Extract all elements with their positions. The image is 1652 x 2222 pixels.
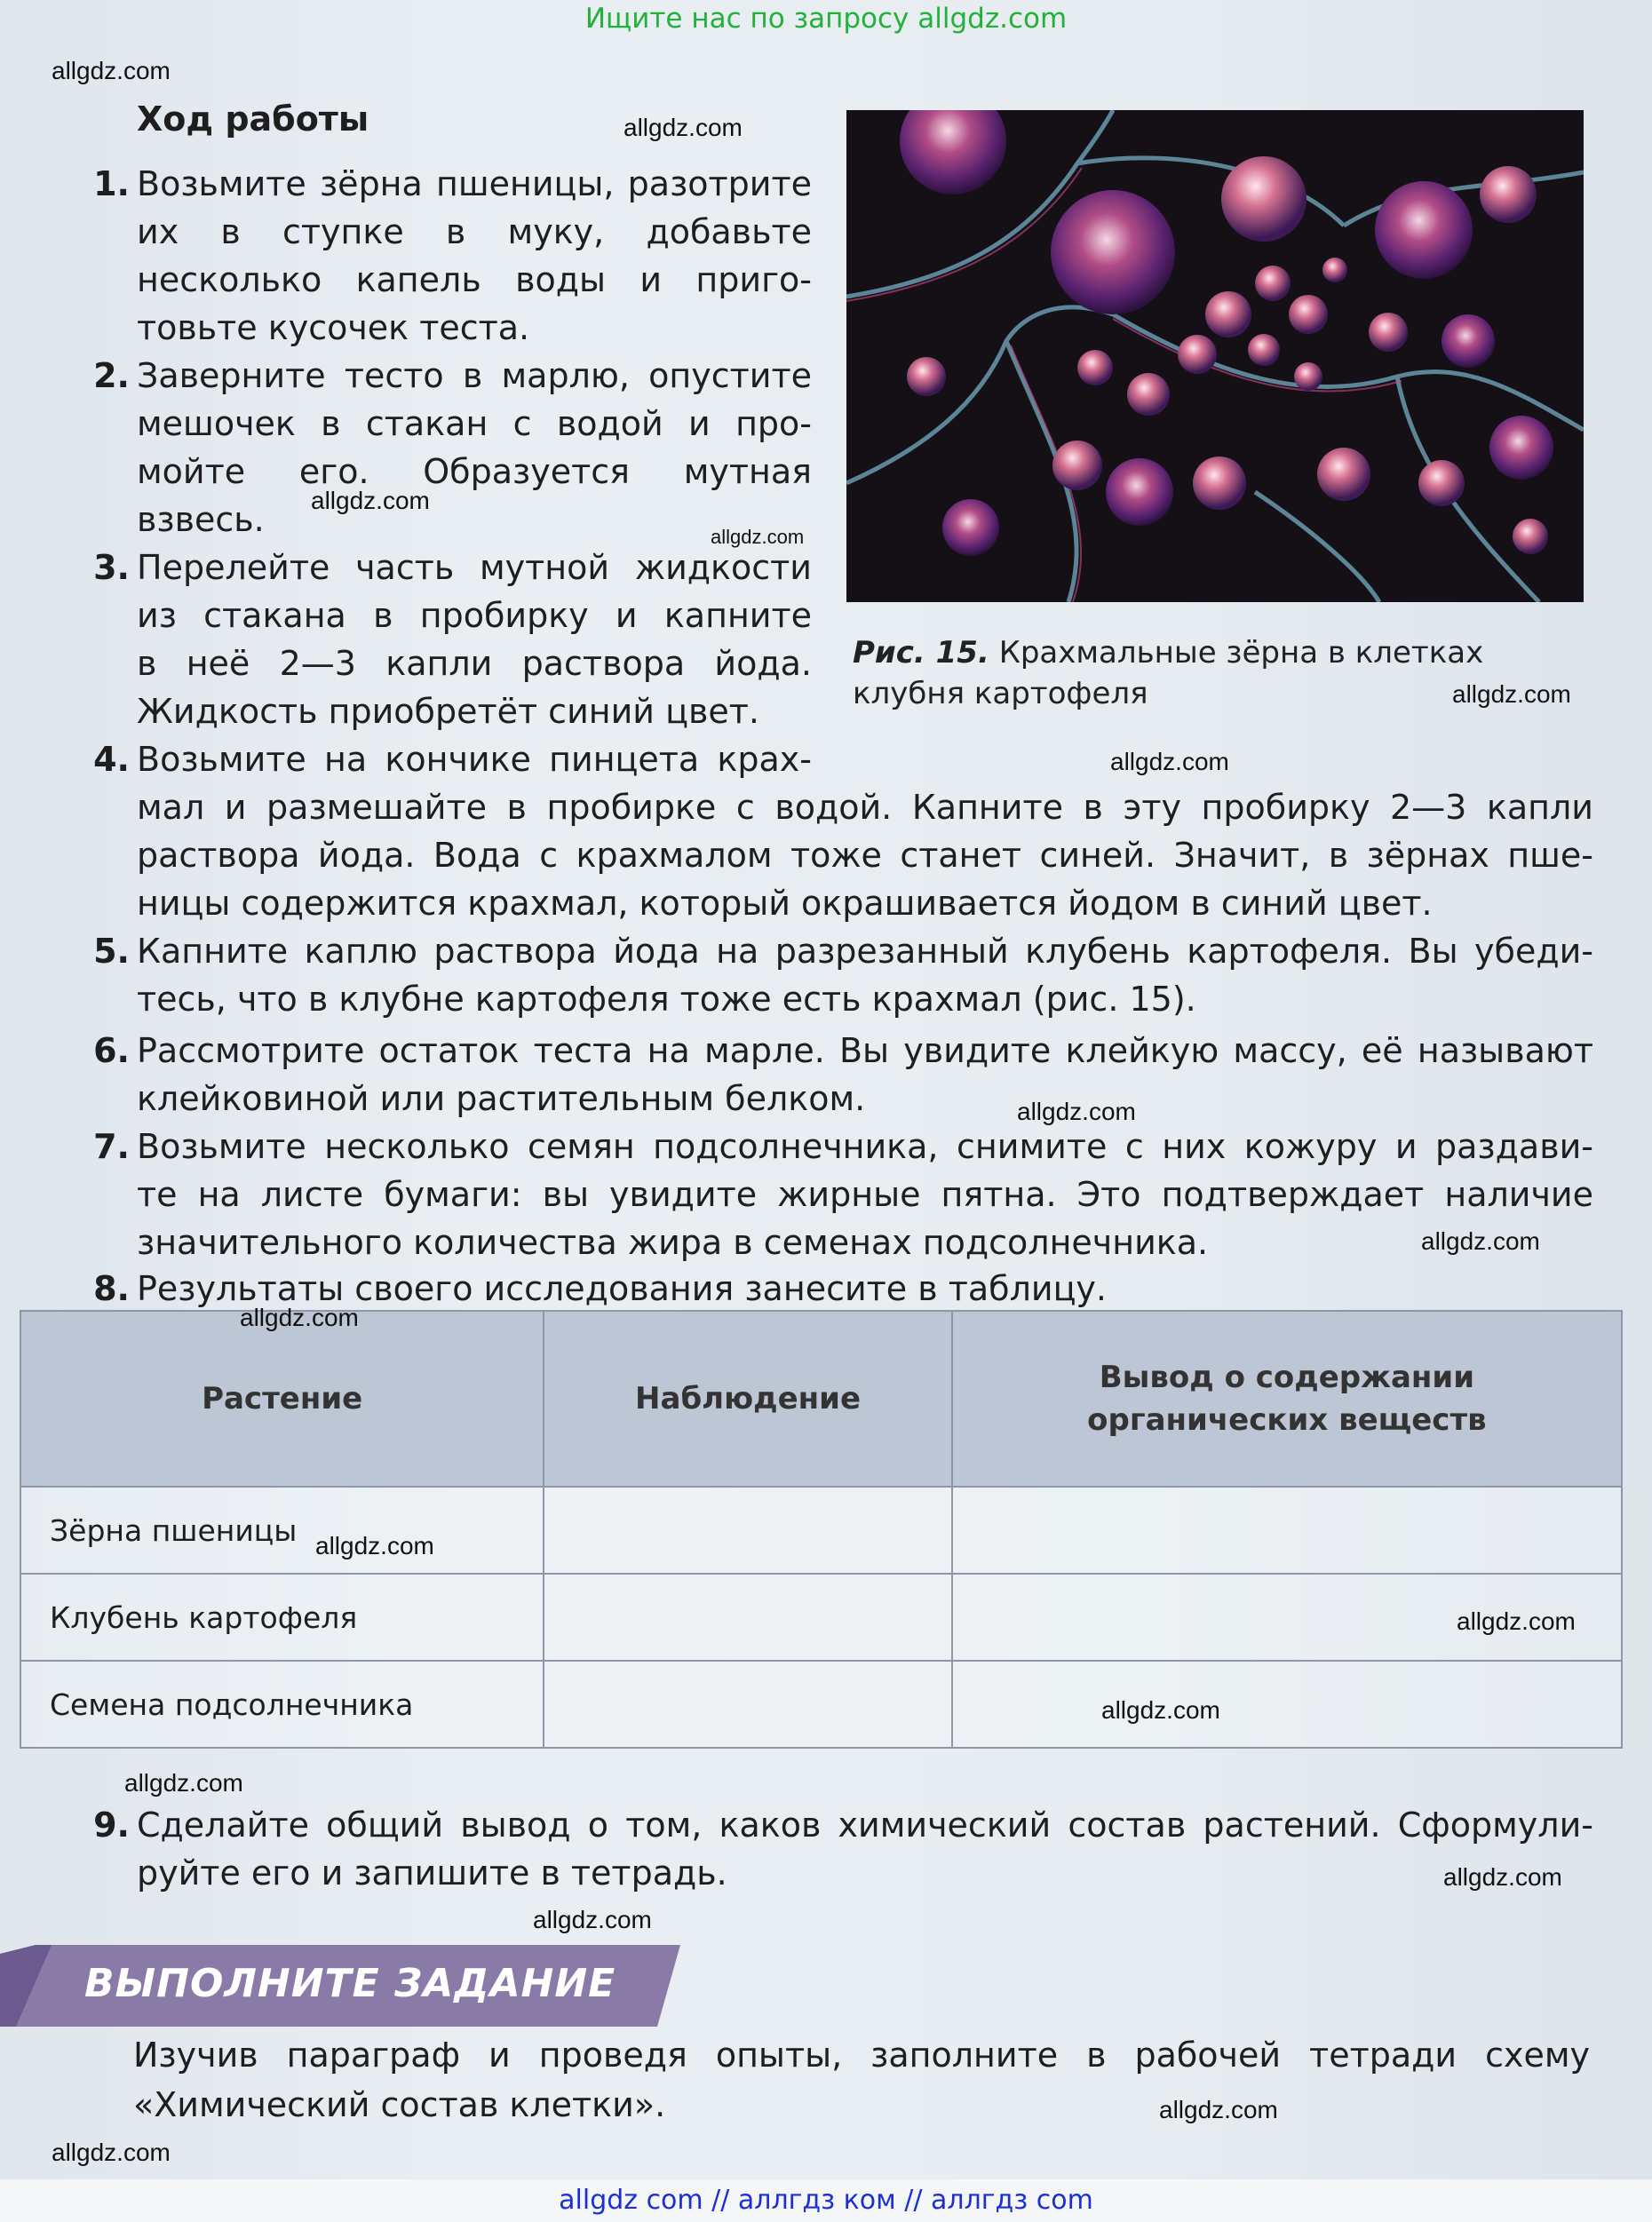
watermark: allgdz.com <box>240 1304 359 1331</box>
step-line: взвесь. <box>137 500 265 539</box>
watermark: allgdz.com <box>1443 1863 1562 1891</box>
step-line: несколько капель воды и приго- <box>137 260 812 299</box>
step-line: мешочек в стакан с водой и про- <box>137 404 812 443</box>
starch-grains-illustration <box>846 110 1584 602</box>
step-line: мойте его. Образуется мутная <box>137 452 812 491</box>
observation-table <box>20 1310 1623 1749</box>
step-line: Результаты своего исследования занесите в таблицу. <box>137 1269 1107 1308</box>
step-line: Возьмите несколько семян подсолнечника, снимите с них кожуру и раздави- <box>137 1127 1593 1166</box>
figure-label: Рис. 15. <box>853 635 989 671</box>
table-row <box>20 1487 1622 1574</box>
section-heading: Ход работы <box>137 99 369 139</box>
step-line: клейковиной или растительным белком. <box>137 1079 866 1118</box>
step-line: Сделайте общий вывод о том, каков химический состав растений. Сформули- <box>137 1805 1593 1845</box>
table-header-row <box>20 1311 1622 1487</box>
watermark: allgdz.com <box>1457 1607 1576 1635</box>
step-number: 5. <box>93 932 130 971</box>
column-header-observation: Наблюдение <box>544 1311 952 1487</box>
step-line: раствора йода. Вода с крахмалом тоже станет синей. Значит, в зёрнах пше- <box>137 836 1593 875</box>
watermark: allgdz.com <box>311 487 430 514</box>
step-number: 6. <box>93 1031 130 1070</box>
watermark: allgdz.com <box>315 1532 434 1559</box>
figure-caption-line-1: Крахмальные зёрна в клетках <box>989 635 1484 671</box>
watermark: allgdz.com <box>711 526 805 548</box>
watermark: allgdz.com <box>1017 1098 1136 1125</box>
table-cell: Клубень картофеля <box>20 1574 544 1661</box>
step-line: Рассмотрите остаток теста на марле. Вы увидите клейкую массу, её называют <box>137 1031 1593 1070</box>
step-number: 8. <box>93 1269 130 1308</box>
task-text <box>133 2030 1590 2130</box>
table-cell[interactable] <box>952 1487 1622 1574</box>
watermark: allgdz.com <box>1101 1696 1220 1724</box>
step-line: Жидкость приобретёт синий цвет. <box>137 692 759 731</box>
column-header-conclusion: Вывод о содержании органических веществ <box>952 1311 1622 1487</box>
table-cell: Зёрна пшеницы <box>20 1487 544 1574</box>
step-number: 9. <box>93 1805 130 1845</box>
watermark: allgdz.com <box>533 1906 652 1933</box>
task-line: «Химический состав клетки». <box>133 2085 666 2124</box>
task-title: ВЫПОЛНИТЕ ЗАДАНИЕ <box>84 1961 616 2006</box>
step-line: те на листе бумаги: вы увидите жирные пятна. Это подтверждает наличие <box>137 1175 1593 1214</box>
column-header-plant: Растение <box>20 1311 544 1487</box>
step-line: из стакана в пробирку и капните <box>137 596 812 635</box>
starch-grains-photo <box>846 110 1584 602</box>
top-banner[interactable]: Ищите нас по запросу allgdz.com <box>584 3 1068 35</box>
step-line: их в ступке в муку, добавьте <box>137 212 812 251</box>
step-line: товьте кусочек теста. <box>137 308 530 347</box>
step-line: Перелейте часть мутной жидкости <box>137 548 812 587</box>
watermark: allgdz.com <box>1159 2096 1278 2123</box>
step-number: 4. <box>93 740 130 779</box>
step-line: Возьмите на кончике пинцета крах- <box>137 740 812 779</box>
step-line: в неё 2—3 капли раствора йода. <box>137 644 812 683</box>
step-line: Заверните тесто в марлю, опустите <box>137 356 812 395</box>
task-banner <box>0 1945 680 2027</box>
step-line: тесь, что в клубне картофеля тоже есть крахмал (рис. 15). <box>137 980 1196 1019</box>
step-line: Капните каплю раствора йода на разрезанный клубень картофеля. Вы убеди- <box>137 932 1593 971</box>
task-line: Изучив параграф и проведя опыты, заполните в рабочей тетради схему <box>133 2036 1590 2075</box>
step-number: 3. <box>93 548 130 587</box>
step-number: 2. <box>93 356 130 395</box>
bottom-footer[interactable]: allgdz com // аллгдз ком // аллгдз com <box>0 2179 1652 2222</box>
step-line: значительного количества жира в семенах подсолнечника. <box>137 1223 1209 1262</box>
watermark: allgdz.com <box>623 114 743 141</box>
table-cell[interactable] <box>952 1661 1622 1748</box>
step-number: 7. <box>93 1127 130 1166</box>
watermark: allgdz.com <box>1421 1227 1540 1255</box>
figure-caption-line-2: клубня картофеля <box>853 676 1148 711</box>
watermark: allgdz.com <box>124 1769 243 1797</box>
table-cell[interactable] <box>544 1487 952 1574</box>
step-line: ницы содержится крахмал, который окрашивается йодом в синий цвет. <box>137 884 1433 923</box>
table-cell[interactable] <box>544 1574 952 1661</box>
watermark: allgdz.com <box>52 57 171 84</box>
watermark: allgdz.com <box>52 2139 171 2166</box>
watermark: allgdz.com <box>1110 748 1229 775</box>
step-number: 1. <box>93 164 130 203</box>
table-cell[interactable] <box>544 1661 952 1748</box>
table-cell: Семена подсолнечника <box>20 1661 544 1748</box>
step-line: мал и размешайте в пробирке с водой. Капните в эту пробирку 2—3 капли <box>137 788 1593 827</box>
watermark: allgdz.com <box>1452 680 1571 708</box>
step-line: руйте его и запишите в тетрадь. <box>137 1853 727 1893</box>
step-line: Возьмите зёрна пшеницы, разотрите <box>137 164 812 203</box>
table-row <box>20 1574 1622 1661</box>
table-row <box>20 1661 1622 1748</box>
